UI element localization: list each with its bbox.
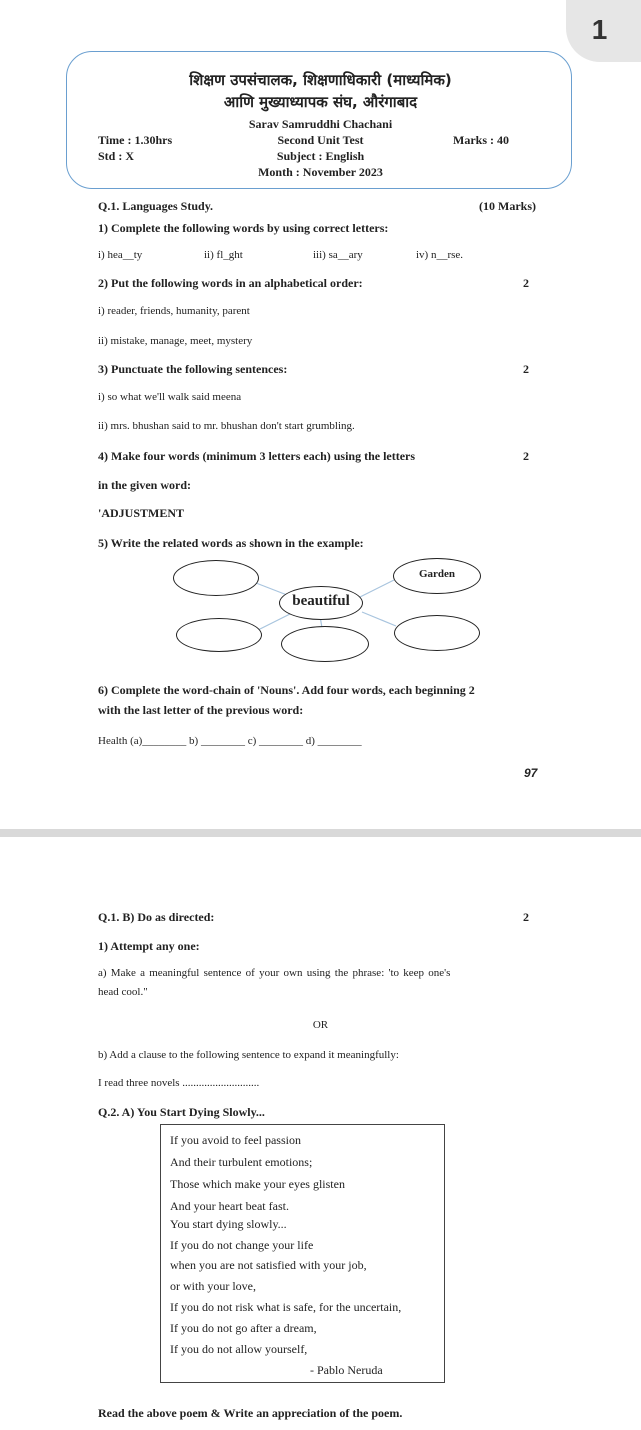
q1b-attempt: 1) Attempt any one:: [98, 939, 200, 953]
test-name: Second Unit Test: [277, 133, 364, 147]
page-number: 1: [591, 14, 608, 45]
q1b-a-line-2: head cool.": [98, 986, 148, 998]
word-web-oval-bottom-center: [281, 626, 369, 662]
word-web-oval-top-left: [173, 560, 259, 596]
q1b-marks: 2: [523, 910, 529, 924]
poem-line: You start dying slowly...: [170, 1217, 287, 1231]
q1b-a-line-1: a) Make a meaningful sentence of your own using the phrase: 'to keep one's: [98, 967, 451, 979]
exam-time: Time : 1.30hrs: [98, 133, 173, 147]
poem-line: If you do not go after a dream,: [170, 1321, 317, 1335]
q1b-title: Q.1. B) Do as directed:: [98, 910, 215, 924]
q1-s2-item-1: i) reader, friends, humanity, parent: [98, 305, 250, 317]
q1-s1-item-1: i) hea__ty: [98, 249, 143, 261]
word-web-oval-center: [279, 586, 363, 620]
page-separator: [0, 829, 641, 837]
q2-title: Q.2. A) You Start Dying Slowly...: [98, 1105, 265, 1119]
q1-s1-heading: 1) Complete the following words by using correct letters:: [98, 221, 389, 235]
q1-s3-item-2: ii) mrs. bhushan said to mr. bhushan don't start grumbling.: [98, 420, 355, 432]
q1-s4-marks: 2: [523, 449, 529, 463]
poem-line: If you do not allow yourself,: [170, 1342, 308, 1356]
q1b-or: OR: [312, 1019, 329, 1031]
exam-month: Month : November 2023: [258, 165, 383, 179]
school-name: Sarav Samruddhi Chachani: [248, 117, 393, 131]
example-word: Garden: [418, 568, 456, 580]
q1-s4-heading-1: 4) Make four words (minimum 3 letters each) using the letters: [98, 449, 416, 463]
poem-line: Those which make your eyes glisten: [170, 1177, 345, 1191]
poem-line: And their turbulent emotions;: [170, 1155, 313, 1169]
poem-line: or with your love,: [170, 1279, 256, 1293]
q1-s2-item-2: ii) mistake, manage, meet, mystery: [98, 335, 253, 347]
given-word: 'ADJUSTMENT: [98, 506, 185, 520]
q1b-b: b) Add a clause to the following sentence to expand it meaningfully:: [98, 1049, 399, 1061]
q2-instruction: Read the above poem & Write an appreciation of the poem.: [98, 1406, 403, 1420]
center-word: beautiful: [292, 593, 350, 609]
q1-s3-item-1: i) so what we'll walk said meena: [98, 391, 242, 403]
q1-s2-heading: 2) Put the following words in an alphabetical order:: [98, 276, 363, 290]
q1-s2-marks: 2: [523, 276, 529, 290]
q1-s4-heading-2: in the given word:: [98, 478, 191, 492]
poem-line: If you avoid to feel passion: [170, 1133, 301, 1147]
q1-s1-item-4: iv) n__rse.: [416, 249, 464, 261]
word-chain: Health (a)________ b) ________ c) ________ d) ________: [98, 735, 362, 747]
q1-title: Q.1. Languages Study.: [98, 199, 214, 213]
poem-line: when you are not satisfied with your job,: [170, 1258, 367, 1272]
subject: Subject : English: [276, 149, 365, 163]
q1-s3-heading: 3) Punctuate the following sentences:: [98, 362, 288, 376]
q1b-b-sentence: I read three novels ............................: [98, 1077, 260, 1089]
q1-s1-item-3: iii) sa__ary: [313, 249, 363, 261]
poem-line: If you do not change your life: [170, 1238, 314, 1252]
org-line-1: शिक्षण उपसंचालक, शिक्षणाधिकारी (माध्यमिक): [189, 71, 452, 89]
q1-s6-heading-1: 6) Complete the word-chain of 'Nouns'. Add four words, each beginning 2: [98, 683, 475, 697]
page-footer-number: 97: [524, 766, 538, 780]
exam-marks: Marks : 40: [453, 133, 509, 147]
q1-s6-heading-2: with the last letter of the previous word:: [98, 703, 304, 717]
org-line-2: आणि मुख्याध्यापक संघ, औरंगाबाद: [223, 93, 418, 111]
q1-marks: (10 Marks): [479, 199, 536, 213]
standard: Std : X: [98, 149, 135, 163]
q1-s3-marks: 2: [523, 362, 529, 376]
poem-line: And your heart beat fast.: [170, 1199, 289, 1213]
word-web-oval-bottom-left: [176, 618, 262, 652]
poem-line: If you do not risk what is safe, for the uncertain,: [170, 1300, 402, 1314]
q1-s5-heading: 5) Write the related words as shown in the example:: [98, 536, 364, 550]
word-web-oval-example: [393, 558, 481, 594]
q1-s1-item-2: ii) fl_ght: [204, 249, 243, 261]
word-web-oval-bottom-right: [394, 615, 480, 651]
poem-author: - Pablo Neruda: [310, 1363, 383, 1377]
